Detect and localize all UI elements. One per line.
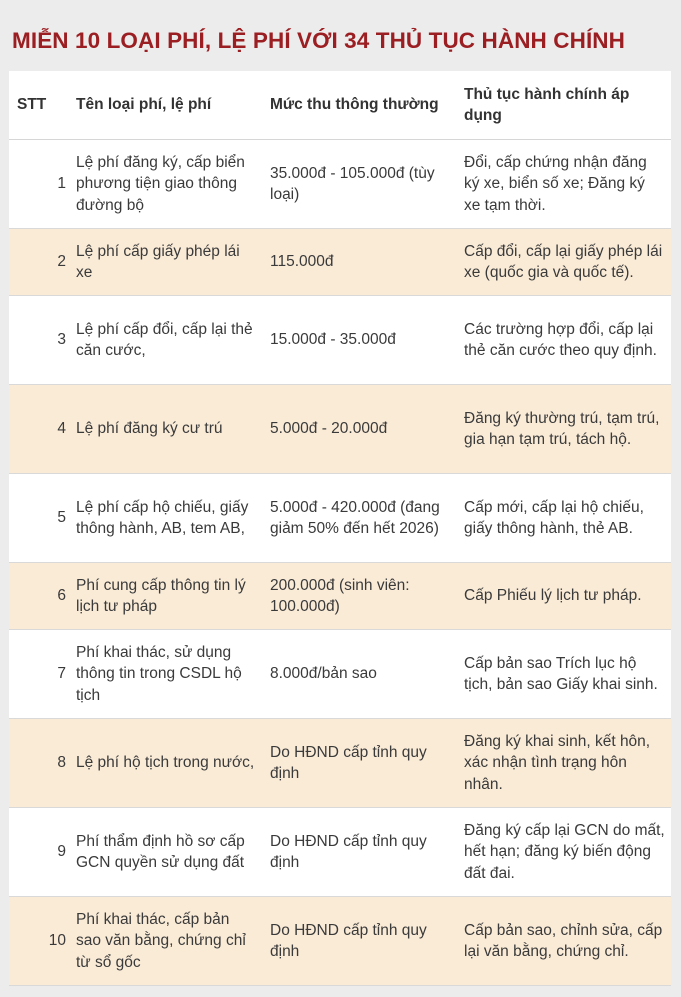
table-row — [9, 140, 671, 229]
table-row — [9, 897, 671, 986]
cell-procedure: Cấp đổi, cấp lại giấy phép lái xe (quốc gia và quốc tế). — [458, 229, 671, 296]
cell-stt: 10 — [9, 897, 70, 986]
cell-rate: 35.000đ - 105.000đ (tùy loại) — [264, 140, 458, 229]
cell-rate: Do HĐND cấp tỉnh quy định — [264, 719, 458, 808]
cell-procedure: Cấp mới, cấp lại hộ chiếu, giấy thông hành, thẻ AB. — [458, 474, 671, 563]
cell-rate: 115.000đ — [264, 229, 458, 296]
header-rate: Mức thu thông thường — [264, 71, 458, 140]
cell-name: Lệ phí cấp giấy phép lái xe — [70, 229, 264, 296]
cell-procedure: Cấp Phiếu lý lịch tư pháp. — [458, 563, 671, 630]
cell-stt: 9 — [9, 808, 70, 897]
cell-stt: 8 — [9, 719, 70, 808]
cell-stt: 4 — [9, 385, 70, 474]
page-title: MIỄN 10 LOẠI PHÍ, LỆ PHÍ VỚI 34 THỦ TỤC HÀNH CHÍNH — [12, 28, 626, 53]
cell-name: Lệ phí hộ tịch trong nước, — [70, 719, 264, 808]
cell-rate: 8.000đ/bản sao — [264, 630, 458, 719]
cell-rate: 5.000đ - 420.000đ (đang giảm 50% đến hết 2026) — [264, 474, 458, 563]
cell-procedure: Đăng ký thường trú, tạm trú, gia hạn tạm trú, tách hộ. — [458, 385, 671, 474]
cell-stt: 6 — [9, 563, 70, 630]
table-row — [9, 229, 671, 296]
cell-stt: 5 — [9, 474, 70, 563]
cell-name: Phí cung cấp thông tin lý lịch tư pháp — [70, 563, 264, 630]
cell-procedure: Đổi, cấp chứng nhận đăng ký xe, biển số xe; Đăng ký xe tạm thời. — [458, 140, 671, 229]
cell-name: Lệ phí đăng ký cư trú — [70, 385, 264, 474]
cell-stt: 3 — [9, 296, 70, 385]
cell-name: Lệ phí đăng ký, cấp biển phương tiện giao thông đường bộ — [70, 140, 264, 229]
cell-rate: Do HĐND cấp tỉnh quy định — [264, 808, 458, 897]
table-row — [9, 808, 671, 897]
header-name: Tên loại phí, lệ phí — [70, 71, 264, 140]
cell-procedure: Cấp bản sao, chỉnh sửa, cấp lại văn bằng, chứng chỉ. — [458, 897, 671, 986]
cell-procedure: Các trường hợp đổi, cấp lại thẻ căn cước theo quy định. — [458, 296, 671, 385]
table-row — [9, 563, 671, 630]
cell-name: Lệ phí cấp hộ chiếu, giấy thông hành, AB, tem AB, — [70, 474, 264, 563]
cell-procedure: Cấp bản sao Trích lục hộ tịch, bản sao Giấy khai sinh. — [458, 630, 671, 719]
cell-stt: 7 — [9, 630, 70, 719]
cell-name: Lệ phí cấp đổi, cấp lại thẻ căn cước, — [70, 296, 264, 385]
table-row — [9, 296, 671, 385]
header-stt: STT — [9, 71, 70, 140]
header-procedure: Thủ tục hành chính áp dụng — [458, 71, 671, 140]
table-header-row — [9, 71, 671, 140]
table-row — [9, 474, 671, 563]
cell-procedure: Đăng ký khai sinh, kết hôn, xác nhận tình trạng hôn nhân. — [458, 719, 671, 808]
cell-rate: Do HĐND cấp tỉnh quy định — [264, 897, 458, 986]
cell-rate: 5.000đ - 20.000đ — [264, 385, 458, 474]
cell-rate: 200.000đ (sinh viên: 100.000đ) — [264, 563, 458, 630]
cell-name: Phí khai thác, cấp bản sao văn bằng, chứng chỉ từ sổ gốc — [70, 897, 264, 986]
table-row — [9, 385, 671, 474]
table-row — [9, 719, 671, 808]
table-row — [9, 630, 671, 719]
cell-procedure: Đăng ký cấp lại GCN do mất, hết hạn; đăng ký biến động đất đai. — [458, 808, 671, 897]
cell-rate: 15.000đ - 35.000đ — [264, 296, 458, 385]
cell-name: Phí thẩm định hồ sơ cấp GCN quyền sử dụng đất — [70, 808, 264, 897]
cell-name: Phí khai thác, sử dụng thông tin trong CSDL hộ tịch — [70, 630, 264, 719]
cell-stt: 1 — [9, 140, 70, 229]
fee-table — [9, 71, 671, 986]
cell-stt: 2 — [9, 229, 70, 296]
